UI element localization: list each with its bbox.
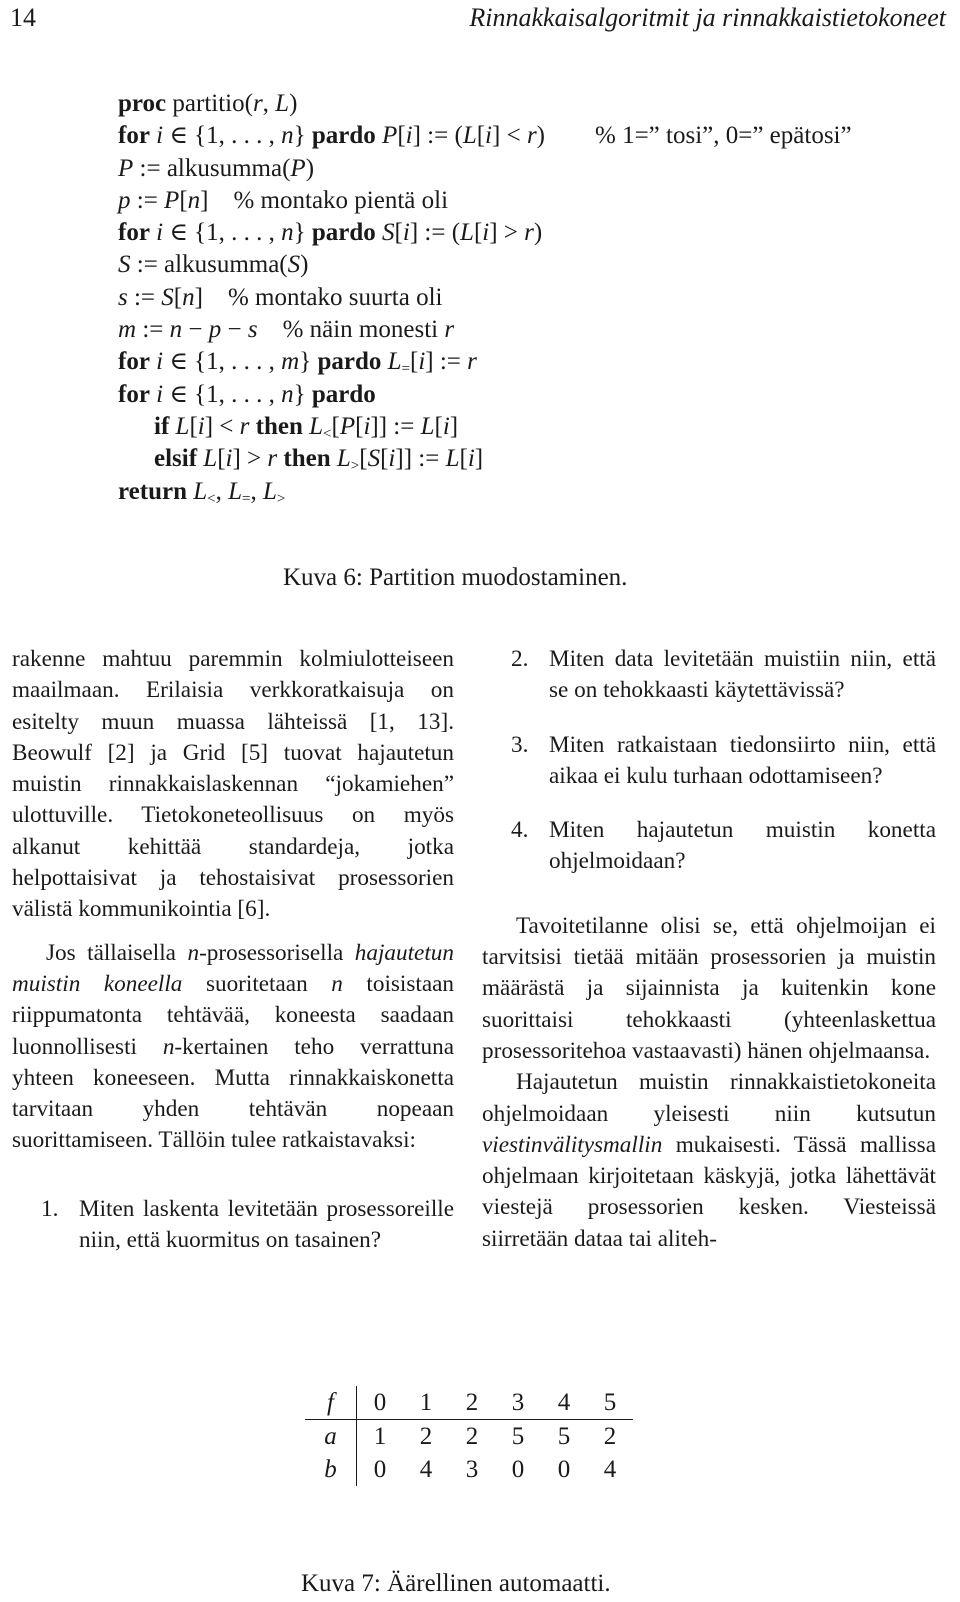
list-item: 2. Miten data levitetään muistiin niin, että se on tehokkaasti käytettävissä? bbox=[511, 646, 936, 704]
paragraph: Tavoitetilanne olisi se, että ohjelmoijan ei tarvitsisi tietää mitään prosessorien ja muistin määrästä ja sijainnista ja kuitenkin kone suorittaisi tehokkaasti (yhteenlaskettua prosessoritehoa vastaavasti) hänen ohjelmaansa. bbox=[482, 912, 936, 1064]
left-column bbox=[12, 644, 454, 1256]
running-title: Rinnakkaisalgoritmit ja rinnakkaistietokoneet bbox=[469, 3, 946, 32]
table-cell: 0 bbox=[357, 1386, 404, 1420]
paragraph: Hajautetun muistin rinnakkaistietokoneita ohjelmoidaan yleisesti niin kutsutun viestinvälitysmallin mukaisesti. Tässä mallissa ohjelmaan kirjoitetaan käskyjä, jotka lähettävät viestejä prosessorien kesken. Viesteissä siirretään dataa tai aliteh- bbox=[482, 1069, 936, 1252]
table-cell: 1 bbox=[373, 1423, 387, 1450]
code-comment: % 1=” tosi”, 0=” epätosi” bbox=[595, 122, 852, 150]
list-item: 3. Miten ratkaistaan tiedonsiirto niin, että aikaa ei kulu turhaan odottamiseen? bbox=[511, 731, 936, 789]
paragraph: Jos tällaisella n-prosessorisella hajautetun muistin koneella suoritetaan n toisistaan riippumatonta tehtävää, koneesta saadaan luonnollisesti n-kertainen teho verrattuna yhteen koneeseen. Mutta rinnakkaiskonetta tarvitaan yhden tehtävän nopeaan suorittamiseen. Tällöin tulee ratkaistavaksi: bbox=[12, 939, 454, 1154]
code-comment: % montako suurta oli bbox=[227, 283, 443, 311]
table-cell: 2 bbox=[419, 1423, 433, 1450]
code-line: proc partitio(r, L) bbox=[118, 90, 298, 117]
code-line: if L[i] < r then $L_<[P[i]]$ := L[i] bbox=[154, 412, 459, 442]
code-line: P := alkusumma(P) bbox=[118, 154, 315, 182]
list-item: 1. Miten laskenta levitetään prosessoreille niin, että kuormitus on tasainen? bbox=[41, 1195, 454, 1254]
table-cell: 2 bbox=[465, 1423, 479, 1450]
right-column bbox=[482, 644, 936, 1255]
table-cell: 3 bbox=[465, 1456, 479, 1483]
table-cell: 5 bbox=[511, 1423, 525, 1450]
code-line: p := P[n] % montako pientä oli bbox=[118, 186, 449, 214]
code-comment: % näin monesti bbox=[282, 316, 439, 344]
code-line: for i ∈ {1, . . . , n} pardo S[i] := (L[i] > r) bbox=[118, 219, 543, 247]
code-line: for i ∈ {1, . . . , n} pardo P[i] := (L[i] < r) % 1=” tosi”, 0=” epätosi” bbox=[118, 120, 545, 152]
figure-6-caption: Kuva 6: Partition muodostaminen. bbox=[283, 564, 628, 591]
code-line: s := S[n] % montako suurta oli bbox=[118, 283, 443, 311]
code-line: for i ∈ {1, . . . , n} pardo bbox=[118, 380, 376, 408]
table-cell: 4 bbox=[603, 1456, 617, 1483]
table-row-label: b bbox=[305, 1453, 357, 1486]
table-row bbox=[305, 1453, 633, 1486]
table-cell: 2 bbox=[603, 1423, 617, 1450]
table-row bbox=[305, 1420, 633, 1454]
table-cell: 3 bbox=[495, 1386, 541, 1420]
list-item: 4. Miten hajautetun muistin konetta ohjelmoidaan? bbox=[511, 817, 936, 875]
automaton-table bbox=[305, 1386, 633, 1486]
table-cell: 0 bbox=[373, 1456, 387, 1483]
code-line: S := alkusumma(S) bbox=[118, 251, 309, 279]
figure-7-caption: Kuva 7: Äärellinen automaatti. bbox=[301, 1570, 611, 1597]
table-cell: 1 bbox=[403, 1386, 449, 1420]
code-line: m := n − p − s % näin monesti r bbox=[118, 316, 455, 344]
table-cell: 5 bbox=[587, 1386, 633, 1420]
code-line: for i ∈ {1, . . . , m} pardo $L_=[i]$ := r bbox=[118, 348, 477, 378]
code-line: elsif L[i] > r then $L_>[S[i]]$ := L[i] bbox=[154, 445, 484, 475]
table-header-row bbox=[305, 1386, 633, 1420]
table-cell: 5 bbox=[557, 1423, 571, 1450]
table-cell: 0 bbox=[557, 1456, 571, 1483]
table-cell: 4 bbox=[419, 1456, 433, 1483]
table-cell: 4 bbox=[541, 1386, 587, 1420]
paragraph: rakenne mahtuu paremmin kolmiulotteiseen maailmaan. Erilaisia verkkoratkaisuja on esitelty muun muassa lähteissä [1, 13]. Beowulf [2] ja Grid [5] tuovat hajautetun muistin rinnakkaislaskennan “jokamiehen” ulottuville. Tietokoneteollisuus on myös alkanut kehittää standardeja, jotka helpottaisivat ja tehostaisivat prosessorien välistä kommunikointia [6]. bbox=[12, 646, 454, 923]
table-row-label: f bbox=[305, 1386, 357, 1420]
table-row-label: a bbox=[305, 1420, 357, 1454]
partition-algorithm bbox=[118, 88, 852, 508]
table-cell: 2 bbox=[449, 1386, 495, 1420]
table-cell: 0 bbox=[511, 1456, 525, 1483]
page-number: 14 bbox=[10, 3, 36, 32]
code-comment: % montako pientä oli bbox=[233, 186, 449, 214]
code-line: return $L_<$, $L_=$, $L_>$ bbox=[118, 477, 286, 507]
